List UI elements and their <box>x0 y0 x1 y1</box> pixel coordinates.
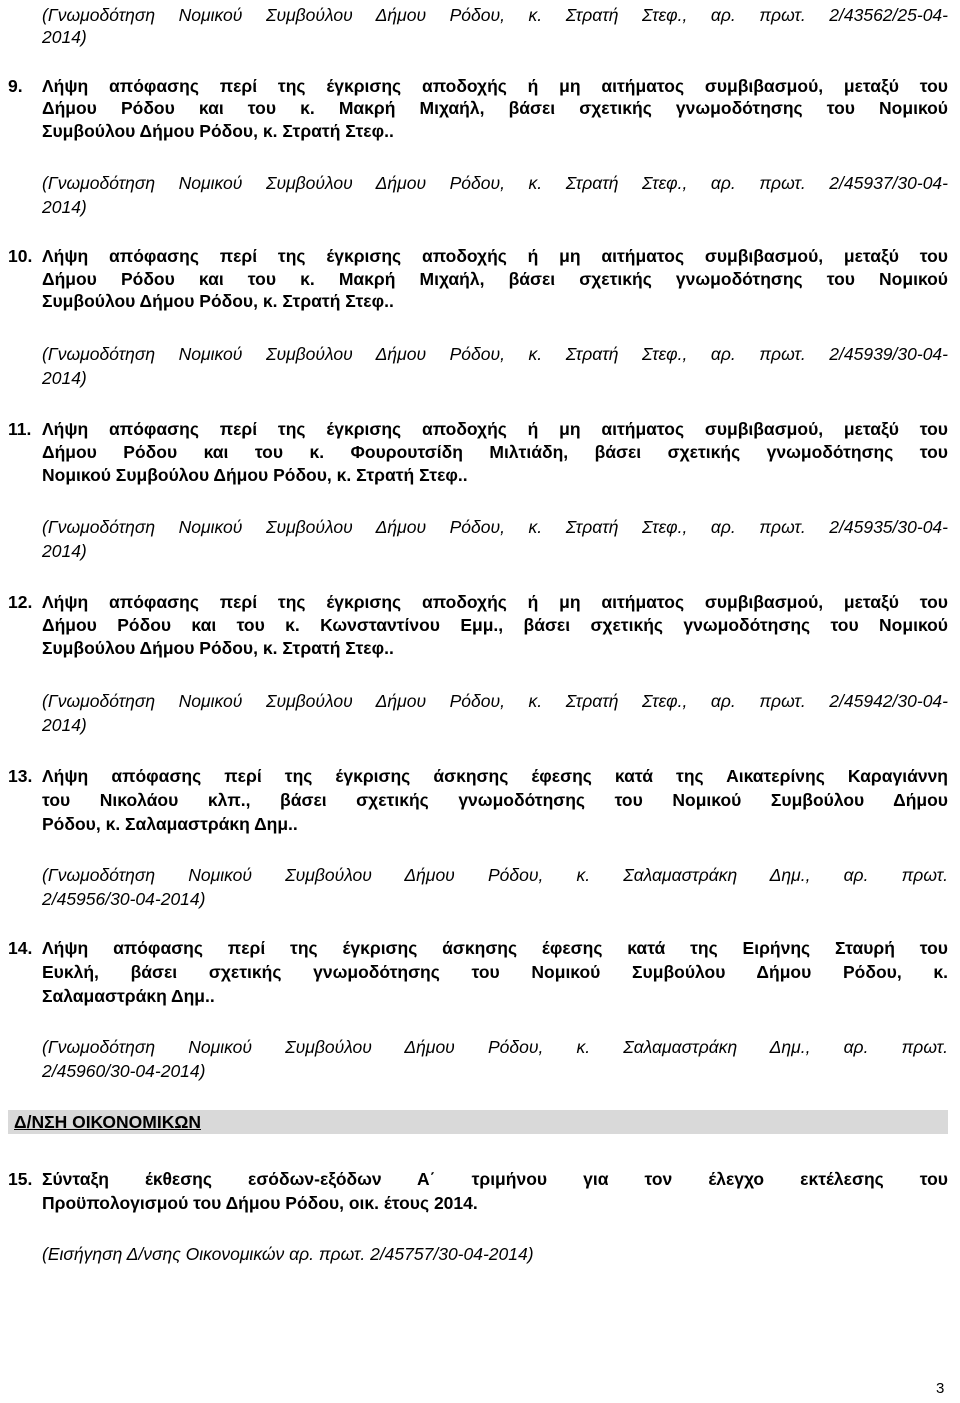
item-13-opinion-line-1: (Γνωμοδότηση Νομικού Συμβούλου Δήμου Ρόδου, κ. Σαλαμαστράκη Δημ., αρ. πρωτ. <box>42 865 948 885</box>
page-number: 3 <box>936 1380 945 1397</box>
item-10-opinion-line-1: (Γνωμοδότηση Νομικού Συμβούλου Δήμου Ρόδου, κ. Στρατή Στεφ., αρ. πρωτ. 2/45939/30-04- <box>42 344 948 364</box>
item-9-line-1: Λήψη απόφασης περί της έγκρισης αποδοχής ή μη αιτήματος συμβιβασμού, μεταξύ του <box>42 76 948 96</box>
item-13-opinion-line-2: 2/45956/30-04-2014) <box>42 889 206 909</box>
item-14-opinion-line-1: (Γνωμοδότηση Νομικού Συμβούλου Δήμου Ρόδου, κ. Σαλαμαστράκη Δημ., αρ. πρωτ. <box>42 1037 948 1057</box>
section-title <box>14 1111 201 1133</box>
item-14-line-3: Σαλαμαστράκη Δημ.. <box>42 986 215 1006</box>
intro-opinion-line-1: (Γνωμοδότηση Νομικού Συμβούλου Δήμου Ρόδου, κ. Στρατή Στεφ., αρ. πρωτ. 2/43562/25-04- <box>42 5 948 25</box>
item-11-line-3: Νομικού Συμβούλου Δήμου Ρόδου, κ. Στρατή Στεφ.. <box>42 465 468 485</box>
item-13-line-2: του Νικολάου κλπ., βάσει σχετικής γνωμοδότησης του Νομικού Συμβούλου Δήμου <box>42 790 948 810</box>
item-9-number: 9. <box>8 76 23 96</box>
intro-opinion-line-2: 2014) <box>42 27 87 47</box>
item-15-line-1: Σύνταξη έκθεσης εσόδων-εξόδων Α΄ τριμήνου για τον έλεγχο εκτέλεσης του <box>42 1169 948 1189</box>
item-14-opinion-line-2: 2/45960/30-04-2014) <box>42 1061 206 1081</box>
item-9-line-2: Δήμου Ρόδου και του κ. Μακρή Μιχαήλ, βάσει σχετικής γνωμοδότησης του Νομικού <box>42 98 948 118</box>
item-12-number: 12. <box>8 592 33 612</box>
item-12-line-3: Συμβούλου Δήμου Ρόδου, κ. Στρατή Στεφ.. <box>42 638 394 658</box>
item-12-opinion-line-1: (Γνωμοδότηση Νομικού Συμβούλου Δήμου Ρόδου, κ. Στρατή Στεφ., αρ. πρωτ. 2/45942/30-04- <box>42 691 948 711</box>
item-11-opinion-line-2: 2014) <box>42 541 87 561</box>
item-11-line-1: Λήψη απόφασης περί της έγκρισης αποδοχής ή μη αιτήματος συμβιβασμού, μεταξύ του <box>42 419 948 439</box>
item-10-number: 10. <box>8 246 33 266</box>
item-11-number: 11. <box>8 419 32 439</box>
item-9-opinion-line-2: 2014) <box>42 197 87 217</box>
item-10-line-3: Συμβούλου Δήμου Ρόδου, κ. Στρατή Στεφ.. <box>42 291 394 311</box>
item-11-line-2: Δήμου Ρόδου και του κ. Φουρουτσίδη Μιλτιάδη, βάσει σχετικής γνωμοδότησης του <box>42 442 948 462</box>
item-10-line-1: Λήψη απόφασης περί της έγκρισης αποδοχής ή μη αιτήματος συμβιβασμού, μεταξύ του <box>42 246 948 266</box>
item-12-opinion-line-2: 2014) <box>42 715 87 735</box>
item-15-line-2: Προϋπολογισμού του Δήμου Ρόδου, οικ. έτους 2014. <box>42 1193 478 1213</box>
item-15-number: 15. <box>8 1169 33 1189</box>
item-13-line-1: Λήψη απόφασης περί της έγκρισης άσκησης έφεσης κατά της Αικατερίνης Καραγιάννη <box>42 766 948 786</box>
item-9-line-3: Συμβούλου Δήμου Ρόδου, κ. Στρατή Στεφ.. <box>42 121 394 141</box>
item-11-opinion-line-1: (Γνωμοδότηση Νομικού Συμβούλου Δήμου Ρόδου, κ. Στρατή Στεφ., αρ. πρωτ. 2/45935/30-04- <box>42 517 948 537</box>
item-12-line-1: Λήψη απόφασης περί της έγκρισης αποδοχής ή μη αιτήματος συμβιβασμού, μεταξύ του <box>42 592 948 612</box>
item-10-line-2: Δήμου Ρόδου και του κ. Μακρή Μιχαήλ, βάσει σχετικής γνωμοδότησης του Νομικού <box>42 269 948 289</box>
item-13-number: 13. <box>8 766 33 786</box>
item-14-line-2: Ευκλή, βάσει σχετικής γνωμοδότησης του Νομικού Συμβούλου Δήμου Ρόδου, κ. <box>42 962 948 982</box>
item-13-line-3: Ρόδου, κ. Σαλαμαστράκη Δημ.. <box>42 814 298 834</box>
item-15-report: (Εισήγηση Δ/νσης Οικονομικών αρ. πρωτ. 2/45757/30-04-2014) <box>42 1244 534 1264</box>
section-title-underlined: Δ/ΝΣΗ ΟΙΚΟΝΟΜΙΚΩΝ <box>14 1112 201 1132</box>
item-9-opinion-line-1: (Γνωμοδότηση Νομικού Συμβούλου Δήμου Ρόδου, κ. Στρατή Στεφ., αρ. πρωτ. 2/45937/30-04- <box>42 173 948 193</box>
item-12-line-2: Δήμου Ρόδου και του κ. Κωνσταντίνου Εμμ., βάσει σχετικής γνωμοδότησης του Νομικού <box>42 615 948 635</box>
item-10-opinion-line-2: 2014) <box>42 368 87 388</box>
item-14-number: 14. <box>8 938 33 958</box>
item-14-line-1: Λήψη απόφασης περί της έγκρισης άσκησης έφεσης κατά της Ειρήνης Σταυρή του <box>42 938 948 958</box>
